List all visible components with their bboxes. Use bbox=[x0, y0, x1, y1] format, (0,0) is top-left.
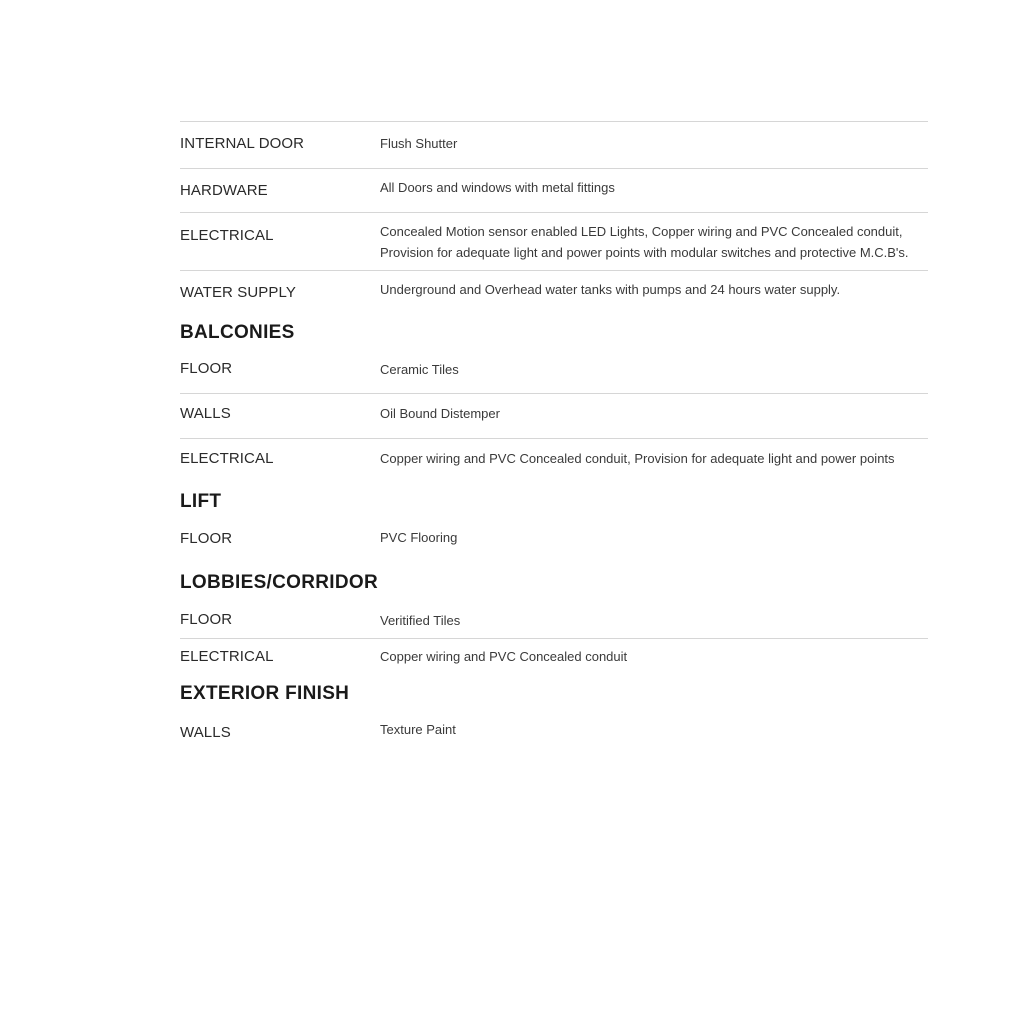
spec-value-electrical: Concealed Motion sensor enabled LED Lights, Copper wiring and PVC Concealed conduit, Provision for adequate light and power points with modular switches and protective M.C.B's. bbox=[380, 224, 909, 260]
spec-label-water-supply: WATER SUPPLY bbox=[180, 284, 296, 301]
spec-label-balconies-walls: WALLS bbox=[180, 405, 231, 422]
specifications-page bbox=[180, 0, 928, 1024]
divider bbox=[180, 212, 928, 213]
spec-value-internal-door: Flush Shutter bbox=[380, 136, 458, 151]
divider bbox=[180, 638, 928, 639]
spec-label-internal-door: INTERNAL DOOR bbox=[180, 135, 305, 152]
spec-value-balconies-walls: Oil Bound Distemper bbox=[380, 406, 500, 421]
spec-value-lift-floor: PVC Flooring bbox=[380, 530, 458, 545]
section-title-exterior-finish: EXTERIOR FINISH bbox=[180, 683, 350, 704]
spec-value-water-supply: Underground and Overhead water tanks with pumps and 24 hours water supply. bbox=[380, 282, 841, 297]
divider bbox=[180, 438, 928, 439]
spec-label-exterior-walls: WALLS bbox=[180, 724, 231, 741]
spec-label-hardware: HARDWARE bbox=[180, 182, 268, 199]
spec-value-hardware: All Doors and windows with metal fittings bbox=[380, 180, 615, 195]
divider bbox=[180, 270, 928, 271]
spec-value-balconies-floor: Ceramic Tiles bbox=[380, 362, 459, 377]
spec-label-balconies-floor: FLOOR bbox=[180, 360, 233, 377]
spec-label-lift-floor: FLOOR bbox=[180, 530, 233, 547]
section-title-lift: LIFT bbox=[180, 491, 222, 512]
spec-label-lobbies-electrical: ELECTRICAL bbox=[180, 648, 274, 665]
divider bbox=[180, 393, 928, 394]
divider bbox=[180, 121, 928, 122]
spec-label-electrical: ELECTRICAL bbox=[180, 227, 274, 244]
spec-label-balconies-electrical: ELECTRICAL bbox=[180, 450, 274, 467]
spec-value-exterior-walls: Texture Paint bbox=[380, 722, 456, 737]
section-title-balconies: BALCONIES bbox=[180, 322, 295, 343]
spec-value-lobbies-electrical: Copper wiring and PVC Concealed conduit bbox=[380, 649, 628, 664]
spec-label-lobbies-floor: FLOOR bbox=[180, 611, 233, 628]
section-title-lobbies-corridor: LOBBIES/CORRIDOR bbox=[180, 572, 378, 593]
divider bbox=[180, 168, 928, 169]
spec-value-balconies-electrical: Copper wiring and PVC Concealed conduit, Provision for adequate light and power points bbox=[380, 451, 895, 466]
spec-value-lobbies-floor: Veritified Tiles bbox=[380, 613, 461, 628]
